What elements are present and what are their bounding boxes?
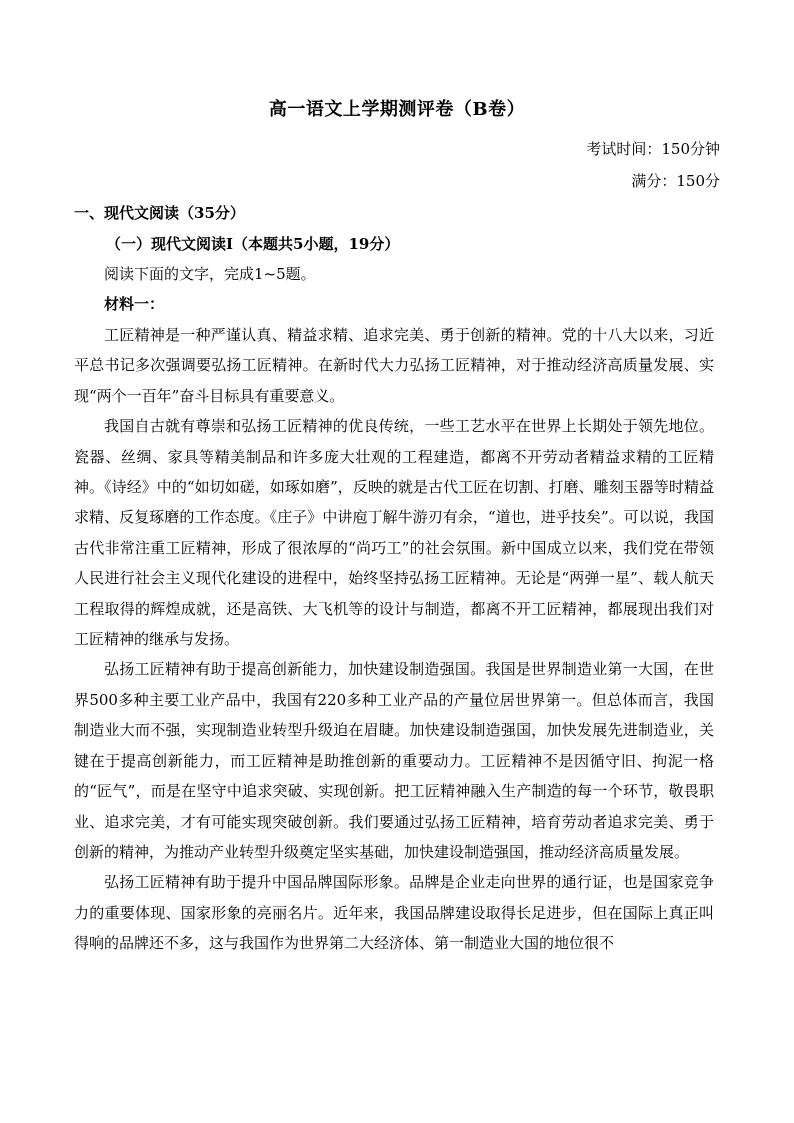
passage [74,320,714,959]
paragraph: 我国自古就有尊崇和弘扬工匠精神的优良传统，一些工艺水平在世界上长期处于领先地位。瓷器、丝绸、家具等精美制品和许多庞大壮观的工程建造，都离不开劳动者精益求精的工匠精神。《诗经》中的“如切如磋，如琢如磨”，反映的就是古代工匠在切割、打磨、雕刻玉器等时精益求精、反复琢磨的工作态度。《庄子》中讲庖丁解牛游刃有余，“道也，进乎技矣”。可以说，我国古代非常注重工匠精神，形成了很浓厚的“尚巧工”的社会氛围。新中国成立以来，我们党在带领人民进行社会主义现代化建设的进程中，始终坚持弘扬工匠精神。无论是“两弹一星”、载人航天工程取得的辉煌成就，还是高铁、大飞机等的设计与制造，都离不开工匠精神，都展现出我们对工匠精神的继承与发扬。 [74,417,714,649]
paragraph: 弘扬工匠精神有助于提高创新能力，加快建设制造强国。我国是世界制造业第一大国，在世界500多种主要工业产品中，我国有220多种工业产品的产量位居世界第一。但总体而言，我国制造业大而不强，实现制造业转型升级迫在眉睫。加快建设制造强国，加快发展先进制造业，关键在于提高创新能力，而工匠精神是助推创新的重要动力。工匠精神不是因循守旧、拘泥一格的“匠气”，而是在坚守中追求突破、实现创新。把工匠精神融入生产制造的每一个环节，敬畏职业、追求完美，才有可能实现突破创新。我们要通过弘扬工匠精神，培育劳动者追求完美、勇于创新的精神，为推动产业转型升级奠定坚实基础，加快建设制造强国，推动经济高质量发展。 [74,660,714,861]
instruction-text: 阅读下面的文字，完成1~5题。 [104,265,316,283]
section-heading-1: 一、现代文阅读（35分） [74,204,245,222]
section-heading-2: （一）现代文阅读Ⅰ（本题共5小题，19分） [106,235,400,253]
material-label: 材料一： [104,295,165,313]
full-score: 满分：150分 [631,172,720,190]
paragraph: 弘扬工匠精神有助于提升中国品牌国际形象。品牌是企业走向世界的通行证，也是国家竞争力的重要体现、国家形象的亮丽名片。近年来，我国品牌建设取得长足进步，但在国际上真正叫得响的品牌还不多，这与我国作为世界第二大经济体、第一制造业大国的地位很不 [74,873,714,953]
exam-time: 考试时间：150分钟 [586,140,720,158]
page-title: 高一语文上学期测评卷（B卷） [268,99,526,120]
paragraph: 工匠精神是一种严谨认真、精益求精、追求完美、勇于创新的精神。党的十八大以来，习近平总书记多次强调要弘扬工匠精神。在新时代大力弘扬工匠精神，对于推动经济高质量发展、实现“两个一百年”奋斗目标具有重要意义。 [74,326,714,405]
